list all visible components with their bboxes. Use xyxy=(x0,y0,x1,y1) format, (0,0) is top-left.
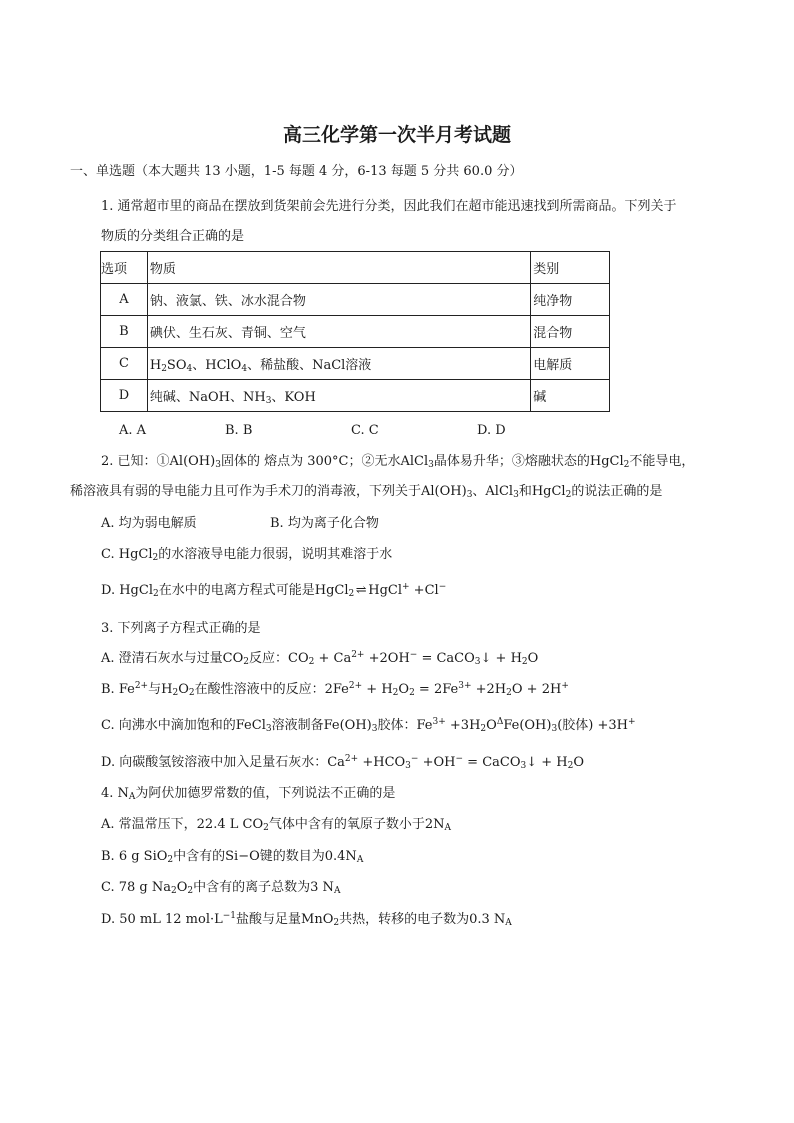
equilibrium-arrow-icon: ⇌ xyxy=(355,583,367,598)
q4-stem: 4. $N_A$为阿伏加德罗常数的值，下列说法不正确的是 xyxy=(101,786,396,802)
q3-stem: 3. 下列离子方程式正确的是 xyxy=(101,621,261,636)
row-option: B xyxy=(101,316,148,348)
q4-option-c: C. 78 g $Na_2O_2$中含有的离子总数为3 $N_A$ xyxy=(101,880,341,896)
q3-option-a: A. 澄清石灰水与过量$CO_2$反应：$CO_2 + Ca^{2+} +2OH^-$ = CaCO$_3$↓ + $H_2O$ xyxy=(101,650,539,667)
section-heading: 一、单选题（本大题共 13 小题，1-5 每题 4 分，6-13 每题 5 分共 60.0 分） xyxy=(70,164,523,179)
q1-classification-table xyxy=(100,251,610,412)
q1-choice-b: B. B xyxy=(225,423,253,438)
row-option: D xyxy=(101,380,148,412)
table-row xyxy=(101,380,610,412)
table-row xyxy=(101,284,610,316)
q4-option-b: B. 6 g SiO$_2$中含有的Si−O键的数目为$0.4N_A$ xyxy=(101,849,364,865)
table-row xyxy=(101,316,610,348)
q1-choice-a: A. A xyxy=(119,423,147,438)
q2-option-b: B. 均为离子化合物 xyxy=(270,516,379,531)
table-row xyxy=(101,348,610,380)
q3-option-d: D. 向碳酸氢铵溶液中加入足量石灰水：$Ca^{2+} +HCO_3^- +OH^-$ = CaCO$_3$↓ + $H_2O$ xyxy=(101,754,585,771)
q1-stem-line1: 1. 通常超市里的商品在摆放到货架前会先进行分类，因此我们在超市能迅速找到所需商品。下列关于 xyxy=(101,199,677,214)
q3-option-b: B. $Fe^{2+}$与$H_2O_2$在酸性溶液中的反应：$2Fe^{2+} + H_2O_2 = 2Fe^{3+} +2H_2O + 2H^+$ xyxy=(101,681,569,698)
table-double-border xyxy=(609,251,612,411)
q2-option-d: D. HgCl$_2$在水中的电离方程式可能是HgCl$_2$ ⇌ HgCl+ +Cl− xyxy=(101,582,447,599)
q3-option-c: C. 向沸水中滴加饱和的FeCl$_3$溶液制备$Fe(OH)_3$胶体：$Fe^{3+} +3H_2O^\Delta Fe(OH)_3$(胶体) +3H+ xyxy=(101,717,636,734)
header-substance: 物质 xyxy=(147,252,530,284)
row-category: 碱 xyxy=(531,380,610,412)
header-category: 类别 xyxy=(531,252,610,284)
q4-option-a: A. 常温常压下，22.4 L $CO_2$气体中含有的氧原子数小于$2N_A$ xyxy=(101,817,451,833)
q2-stem-line2: 稀溶液具有弱的导电能力且可作为手术刀的消毒液，下列关于$Al(OH)_3$、AlCl$_3$和HgCl$_2$的说法正确的是 xyxy=(70,484,663,500)
q1-choices xyxy=(119,422,506,440)
q1-choice-c: C. C xyxy=(351,423,379,438)
q2-option-a: A. 均为弱电解质 xyxy=(101,516,197,531)
row-category: 混合物 xyxy=(531,316,610,348)
row-option: A xyxy=(101,284,148,316)
row-substance: 钠、液氯、铁、冰水混合物 xyxy=(147,284,530,316)
row-substance: $H_2SO_4$、HClO$_4$、稀盐酸、NaCl溶液 xyxy=(147,348,530,380)
row-substance: 碘伏、生石灰、青铜、空气 xyxy=(147,316,530,348)
header-option: 选项 xyxy=(101,252,148,284)
exam-title: 高三化学第一次半月考试题 xyxy=(282,124,511,146)
q1-choice-d: D. D xyxy=(477,423,506,438)
row-substance: 纯碱、NaOH、$NH_3$、KOH xyxy=(147,380,530,412)
row-option: C xyxy=(101,348,148,380)
q2-stem-line1: 2. 已知：$①Al(OH)_3$固体的 熔点为 300°C；②无水AlCl$_3$晶体易升华；③熔融状态的HgCl$_2$不能导电， xyxy=(101,454,695,470)
table-header-row xyxy=(101,252,610,284)
row-category: 电解质 xyxy=(531,348,610,380)
row-category: 纯净物 xyxy=(531,284,610,316)
q2-option-c: C. HgCl$_2$的水溶液导电能力很弱，说明其难溶于水 xyxy=(101,547,393,563)
q4-option-d: D. 50 mL 12 $mol\cdot L^{-1}$盐酸与足量MnO$_2$共热，转移的电子数为0.3 $N_A$ xyxy=(101,911,512,928)
q1-stem-line2: 物质的分类组合正确的是 xyxy=(101,229,245,244)
